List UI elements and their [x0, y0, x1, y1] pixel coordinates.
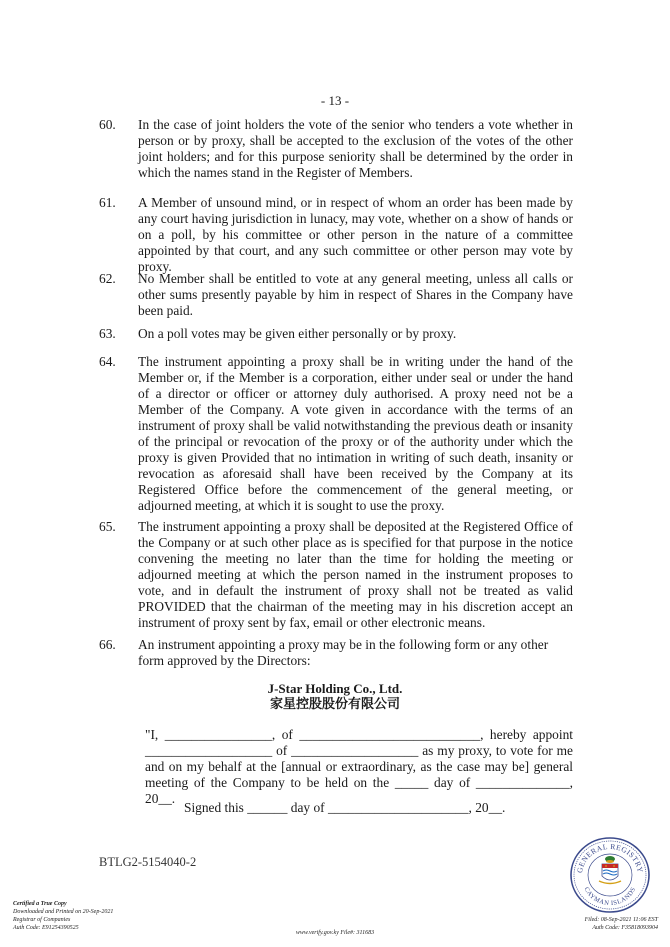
clause-number: 64.: [99, 354, 116, 369]
coat-of-arms-icon: [599, 856, 621, 884]
clause-number: 62.: [99, 271, 116, 286]
clause-65: [99, 519, 573, 631]
general-registry-seal-icon: [569, 836, 651, 914]
proxy-form-company-name: J-Star Holding Co., Ltd.: [267, 681, 403, 696]
clause-number: 61.: [99, 195, 116, 210]
clause-number: 63.: [99, 326, 116, 341]
clause-66: [99, 637, 573, 669]
clause-text: The instrument appointing a proxy shall be in writing under the hand of the Member or, if the Member is a corporation, either under seal or under the hand of a director or officer or attorney duly authorised. A proxy need not be a Member of the Company. A vote given in accordance with the terms of an instrument of proxy shall be valid notwithstanding the previous death or insanity of the principal or revocation of the proxy or of the authority under which the proxy is given Provided that no intimation in writing of such death, insanity or revocation as aforesaid shall have been received by the Company at its Registered Office before the commencement of the general meeting, or adjourned meeting, at which it is sought to use the proxy.: [138, 354, 573, 513]
proxy-form-company-name-chinese: 家星控股股份有限公司: [269, 697, 400, 712]
clause-64: [99, 354, 573, 514]
document-reference: BTLG2-5154040-2: [99, 855, 197, 869]
filing-timestamp: Filed: 08-Sep-2021 11:06 EST: [584, 917, 658, 923]
certification-title: Certified a True Copy: [13, 901, 67, 907]
certification-print-date: Downloaded and Printed on 20-Sep-2021: [13, 909, 114, 915]
clause-63: [99, 326, 573, 342]
page-number: - 13 -: [320, 93, 350, 108]
clause-number: 60.: [99, 117, 116, 132]
certification-auth-code: Auth Code: E91254390525: [13, 925, 79, 931]
clause-text: On a poll votes may be given either personally or by proxy.: [138, 326, 457, 341]
clause-text: No Member shall be entitled to vote at any general meeting, unless all calls or other sums presently payable by him in respect of Shares in the Company have been paid.: [138, 271, 573, 318]
verify-url-line: www.verify.gov.ky File#: 311683: [295, 930, 375, 936]
clause-text: A Member of unsound mind, or in respect of whom an order has been made by any court having jurisdiction in lunacy, may vote, whether on a show of hands or on a poll, by his committee or other person in the nature of a committee appointed by that court, and any such committee or other person may vote by proxy.: [138, 195, 573, 274]
clause-61: [99, 195, 573, 275]
filing-block: [585, 916, 658, 932]
seal-bottom-text: CAYMAN ISLANDS: [582, 886, 638, 908]
certification-registrar: Registrar of Companies: [13, 917, 71, 923]
proxy-form-body: "I, ________________, of ___________________________, hereby appoint ___________________ of ___________________ as my proxy, to vote for me and on my behalf at the [annual or extraordinary, as the case may be] general meeting of the Company to be held on the _____ day of ______________, 20__.: [145, 727, 573, 806]
clause-text: In the case of joint holders the vote of the senior who tenders a vote whether in person or by proxy, shall be accepted to the exclusion of the votes of the other joint holders; and for this purpose seniority shall be determined by the order in which the names stand in the Register of Members.: [138, 117, 573, 180]
clause-number: 66.: [99, 637, 116, 652]
clause-text: An instrument appointing a proxy may be in the following form or any other form approved by the Directors:: [138, 637, 549, 668]
clause-number: 65.: [99, 519, 116, 534]
filing-auth-code: Auth Code: F35818093904: [592, 925, 658, 931]
clause-62: [99, 271, 573, 319]
certification-block: [13, 900, 113, 932]
clause-text: The instrument appointing a proxy shall be deposited at the Registered Office of the Company or at such other place as is specified for that purpose in the notice convening the meeting no later than the time for holding the meeting or adjourned meeting at which the person named in the instrument proposes to vote, and in default the instrument of proxy shall not be treated as valid PROVIDED that the chairman of the meeting may in his discretion accept an instrument of proxy sent by fax, email or other electronic means.: [138, 519, 573, 630]
proxy-form-signature-line: Signed this ______ day of _____________________, 20__.: [184, 800, 506, 815]
clause-60: [99, 117, 573, 181]
seal-top-text: GENERAL REGISTRY: [575, 841, 645, 874]
